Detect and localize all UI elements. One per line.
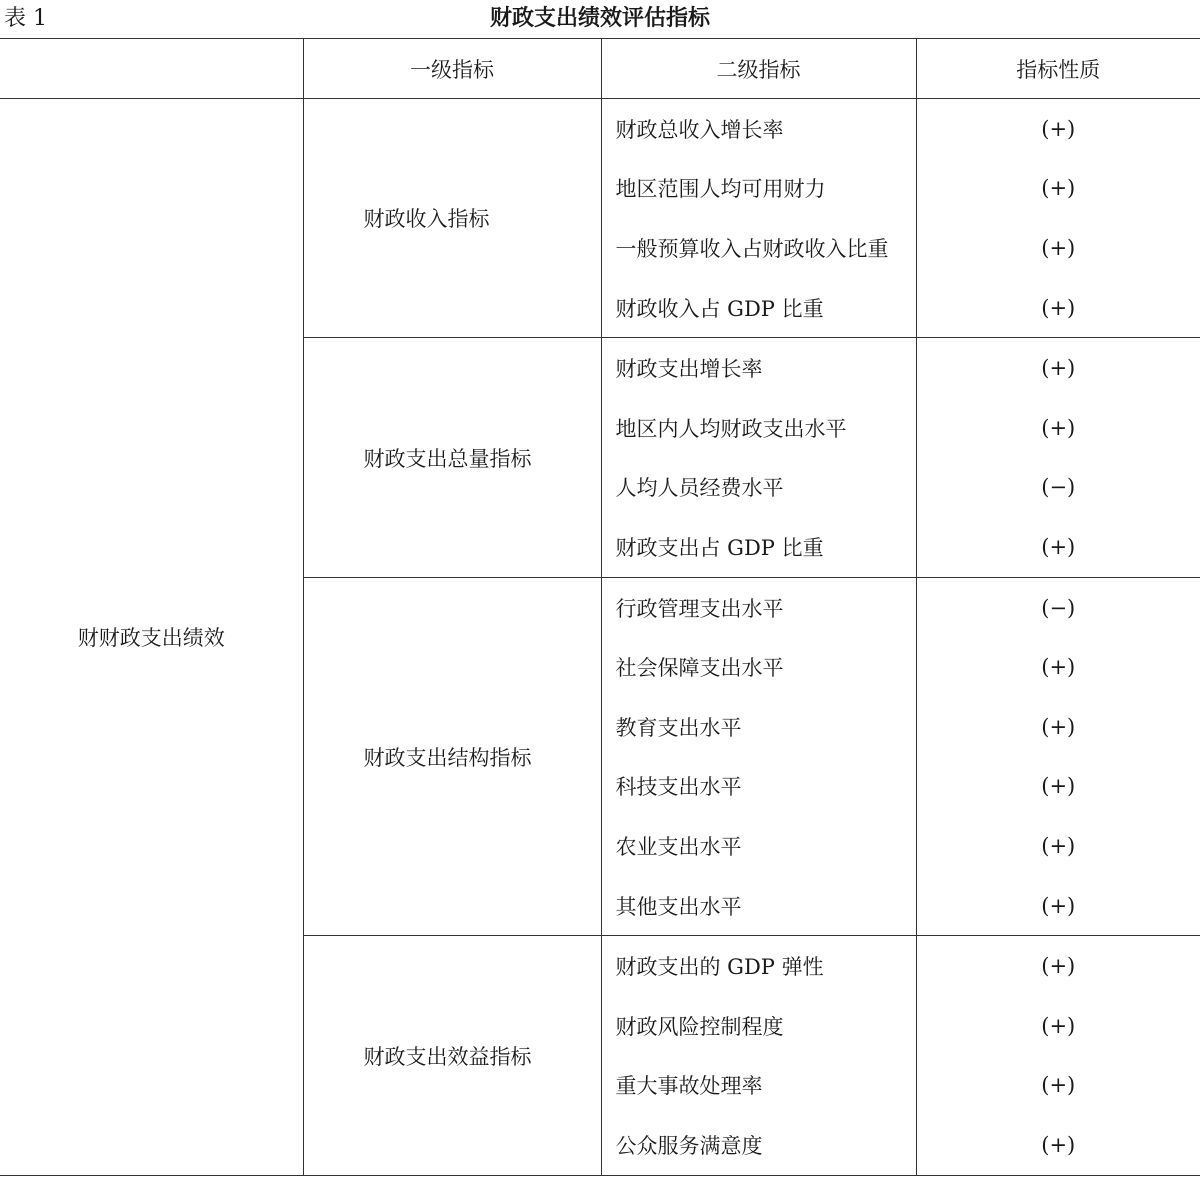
level2-indicator-cell: 其他支出水平	[601, 876, 916, 936]
indicator-nature-cell: (+)	[916, 1115, 1200, 1175]
indicator-nature-cell: (+)	[916, 338, 1200, 398]
level2-indicator-cell: 一般预算收入占财政收入比重	[601, 218, 916, 278]
level2-indicator-cell: 财政支出增长率	[601, 338, 916, 398]
header-level1: 一级指标	[303, 39, 601, 99]
overall-indicator-cell: 财财政支出绩效	[77, 625, 225, 650]
indicator-nature-cell: (+)	[916, 876, 1200, 936]
table-number: 表 1	[4, 6, 47, 31]
level2-indicator-cell: 教育支出水平	[601, 697, 916, 757]
level1-indicator-cell: 财政收入指标	[303, 99, 601, 338]
level2-indicator-cell: 财政风险控制程度	[601, 996, 916, 1056]
level2-indicator-cell: 社会保障支出水平	[601, 637, 916, 697]
indicator-nature-cell: (−)	[916, 458, 1200, 518]
indicator-nature-cell: (+)	[916, 99, 1200, 159]
indicator-nature-cell: (+)	[916, 637, 1200, 697]
level2-indicator-cell: 人均人员经费水平	[601, 458, 916, 518]
level2-indicator-cell: 财政支出的 GDP 弹性	[601, 936, 916, 996]
header-overall	[0, 39, 303, 99]
header-level2: 二级指标	[601, 39, 916, 99]
table-row	[0, 99, 1200, 159]
level1-indicator-cell: 财政支出效益指标	[303, 936, 601, 1175]
header-nature: 指标性质	[916, 39, 1200, 99]
indicator-nature-cell: (+)	[916, 1056, 1200, 1116]
indicator-nature-cell: (+)	[916, 517, 1200, 577]
level2-indicator-cell: 财政总收入增长率	[601, 99, 916, 159]
table-caption	[0, 0, 1200, 38]
table-title: 财政支出绩效评估指标	[489, 6, 710, 31]
table-body	[0, 99, 1200, 1176]
indicator-nature-cell: (+)	[916, 218, 1200, 278]
indicator-table	[0, 38, 1200, 1176]
indicator-nature-cell: (+)	[916, 816, 1200, 876]
indicator-nature-cell: (+)	[916, 697, 1200, 757]
indicator-nature-cell: (+)	[916, 996, 1200, 1056]
indicator-nature-cell: (+)	[916, 159, 1200, 219]
level2-indicator-cell: 地区范围人均可用财力	[601, 159, 916, 219]
level2-indicator-cell: 科技支出水平	[601, 757, 916, 817]
indicator-nature-cell: (+)	[916, 398, 1200, 458]
level2-indicator-cell: 公众服务满意度	[601, 1115, 916, 1175]
level2-indicator-cell: 重大事故处理率	[601, 1056, 916, 1116]
level2-indicator-cell: 财政支出占 GDP 比重	[601, 517, 916, 577]
level2-indicator-cell: 行政管理支出水平	[601, 577, 916, 637]
level2-indicator-cell: 地区内人均财政支出水平	[601, 398, 916, 458]
header-row	[0, 39, 1200, 99]
indicator-nature-cell: (+)	[916, 278, 1200, 338]
level1-indicator-cell: 财政支出总量指标	[303, 338, 601, 577]
level2-indicator-cell: 财政收入占 GDP 比重	[601, 278, 916, 338]
indicator-nature-cell: (+)	[916, 757, 1200, 817]
indicator-nature-cell: (+)	[916, 936, 1200, 996]
level2-indicator-cell: 农业支出水平	[601, 816, 916, 876]
level1-indicator-cell: 财政支出结构指标	[303, 577, 601, 936]
indicator-nature-cell: (−)	[916, 577, 1200, 637]
